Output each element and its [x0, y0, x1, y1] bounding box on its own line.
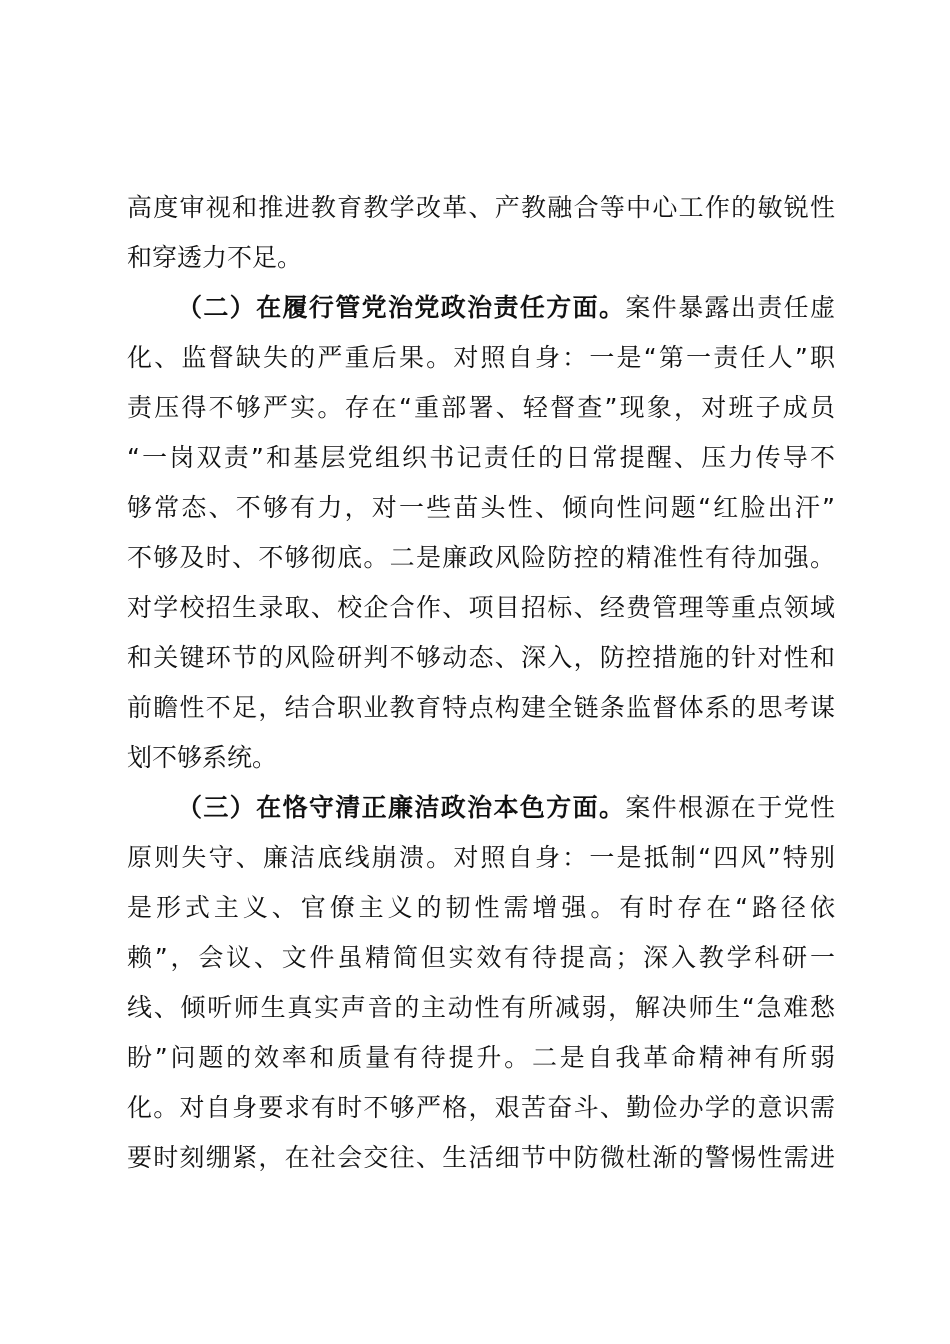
text-line: 划不够系统。: [127, 743, 278, 772]
text-line: [127, 783, 835, 833]
text-line: 高度审视和推进教育教学改革、产教融合等中心工作的敏锐性: [127, 193, 835, 222]
section-lead-text: 案件暴露出责任虚: [625, 293, 835, 322]
text-line: 对学校招生录取、校企合作、项目招标、经费管理等重点领域: [127, 593, 835, 622]
text-line: 够常态、不够有力，对一些苗头性、倾向性问题“红脸出汗”: [127, 493, 835, 522]
paragraph-continuation: [127, 183, 835, 283]
text-line: 和穿透力不足。: [127, 243, 303, 272]
text-line: 不够及时、不够彻底。二是廉政风险防控的精准性有待加强。: [127, 543, 835, 572]
paragraph-section-2: [127, 283, 835, 783]
section-heading: （二）在履行管党治党政治责任方面。: [177, 293, 626, 322]
text-line: 化、监督缺失的严重后果。对照自身：一是“第一责任人”职: [127, 343, 835, 372]
text-line: [127, 283, 835, 333]
text-line: “一岗双责”和基层党组织书记责任的日常提醒、压力传导不: [127, 443, 835, 472]
text-line: 赖”，会议、文件虽精简但实效有待提高；深入教学科研一: [127, 943, 835, 972]
text-line: 盼”问题的效率和质量有待提升。二是自我革命精神有所弱: [127, 1043, 835, 1072]
section-heading: （三）在恪守清正廉洁政治本色方面。: [177, 793, 626, 822]
text-line: 线、倾听师生真实声音的主动性有所减弱，解决师生“急难愁: [127, 993, 835, 1022]
document-page: [127, 183, 835, 1183]
text-line: 和关键环节的风险研判不够动态、深入，防控措施的针对性和: [127, 643, 835, 672]
section-lead-text: 案件根源在于党性: [625, 793, 835, 822]
text-line: 是形式主义、官僚主义的韧性需增强。有时存在“路径依: [127, 893, 835, 922]
text-line: 前瞻性不足，结合职业教育特点构建全链条监督体系的思考谋: [127, 693, 835, 722]
paragraph-section-3: [127, 783, 835, 1183]
text-line: 原则失守、廉洁底线崩溃。对照自身：一是抵制“四风”特别: [127, 843, 835, 872]
text-line: 责压得不够严实。存在“重部署、轻督查”现象，对班子成员: [127, 393, 835, 422]
text-line: 要时刻绷紧，在社会交往、生活细节中防微杜渐的警惕性需进: [127, 1143, 835, 1172]
text-line: 化。对自身要求有时不够严格，艰苦奋斗、勤俭办学的意识需: [127, 1093, 835, 1122]
